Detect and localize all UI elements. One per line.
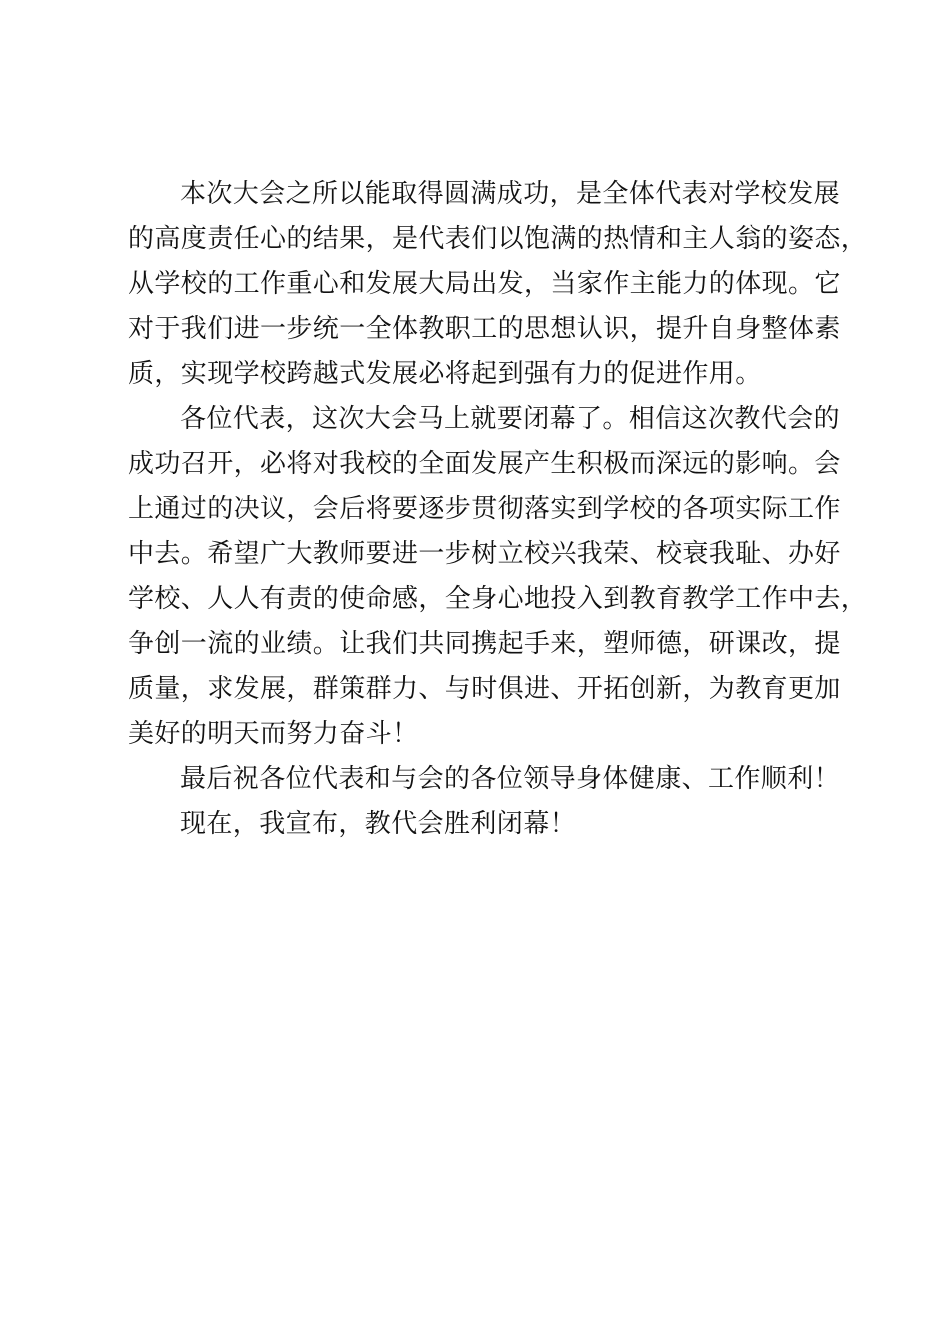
paragraph-2-line-8: 美好的明天而努力奋斗！	[128, 719, 419, 749]
paragraph-2-line-2: 成功召开，必将对我校的全面发展产生积极而深远的影响。会	[128, 449, 841, 479]
paragraph-1-line-1: 本次大会之所以能取得圆满成功，是全体代表对学校发展	[180, 179, 841, 209]
paragraph-2-line-6: 争创一流的业绩。让我们共同携起手来，塑师德，研课改，提	[128, 629, 841, 659]
paragraph-3-line-1: 最后祝各位代表和与会的各位领导身体健康、工作顺利！	[180, 764, 841, 794]
paragraph-1-line-4: 对于我们进一步统一全体教职工的思想认识，提升自身整体素	[128, 314, 841, 344]
paragraph-2-line-4: 中去。希望广大教师要进一步树立校兴我荣、校衰我耻、办好	[128, 539, 841, 569]
document-body	[128, 172, 868, 847]
paragraph-1-line-5: 质，实现学校跨越式发展必将起到强有力的促进作用。	[128, 359, 762, 389]
paragraph-1-line-3: 从学校的工作重心和发展大局出发，当家作主能力的体现。它	[128, 269, 841, 299]
paragraph-2-line-7: 质量，求发展，群策群力、与时俱进、开拓创新，为教育更加	[128, 674, 841, 704]
paragraph-2-line-5: 学校、人人有责的使命感，全身心地投入到教育教学工作中去，	[128, 584, 868, 614]
paragraph-1-line-2: 的高度责任心的结果，是代表们以饱满的热情和主人翁的姿态，	[128, 224, 868, 254]
paragraph-2-line-1: 各位代表，这次大会马上就要闭幕了。相信这次教代会的	[180, 404, 841, 434]
paragraph-4-line-1: 现在，我宣布，教代会胜利闭幕！	[180, 809, 577, 839]
paragraph-2-line-3: 上通过的决议，会后将要逐步贯彻落实到学校的各项实际工作	[128, 494, 841, 524]
